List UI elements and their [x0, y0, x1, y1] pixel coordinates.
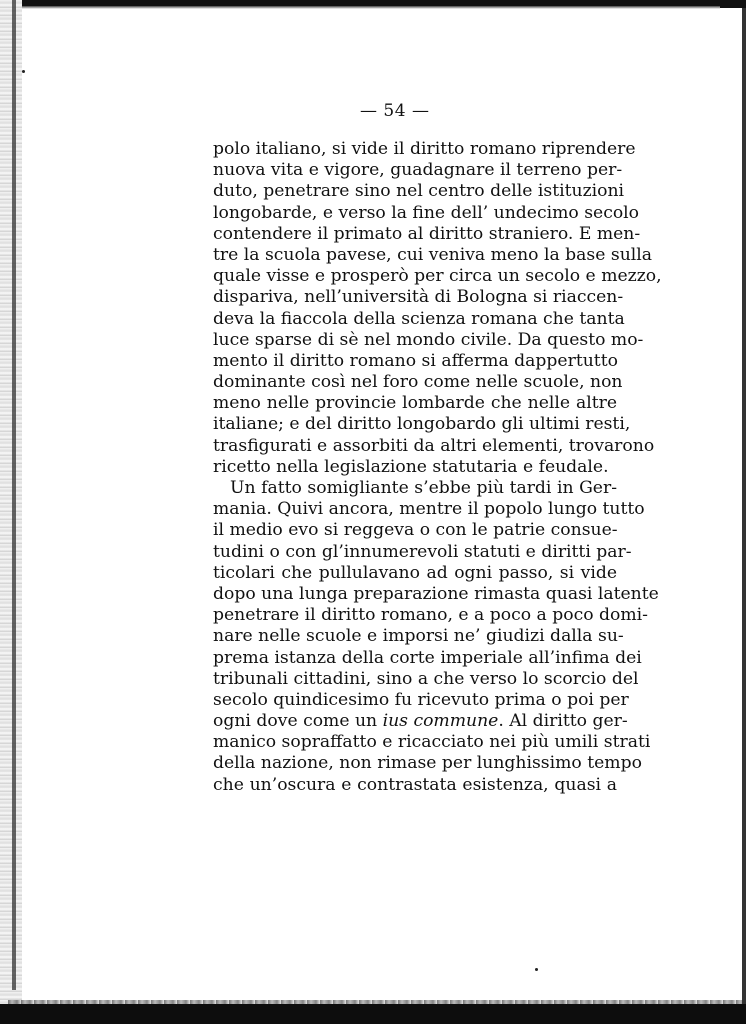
text-line: meno nelle provincie lombarde che nelle altre	[213, 393, 617, 414]
scan-left-edge	[0, 0, 22, 1024]
text-line: quale visse e prosperò per circa un secolo e mezzo,	[213, 266, 662, 287]
text-line: nuova vita e vigore, guadagnare il terreno per-	[213, 160, 623, 181]
text-line: longobarde, e verso la fine dell’ undecimo secolo	[213, 202, 640, 223]
text-line: il medio evo si reggeva o con le patrie consue-	[213, 520, 618, 541]
text-line: ricetto nella legislazione statutaria e feudale.	[213, 456, 609, 477]
scan-top-shadow	[20, 6, 720, 9]
text-line: dominante così nel foro come nelle scuole, non	[213, 372, 623, 393]
text-line: deva la fiaccola della scienza romana che tanta	[213, 308, 625, 329]
text-line: dispariva, nell’università di Bologna si riaccen-	[213, 287, 624, 308]
text-line: secolo quindicesimo fu ricevuto prima o poi per	[213, 689, 629, 710]
text-line: ticolari che pullulavano ad ogni passo, si vide	[213, 562, 617, 583]
paragraph-1	[213, 139, 662, 478]
text-line: penetrare il diritto romano, e a poco a poco domi-	[213, 605, 648, 626]
text-line: luce sparse di sè nel mondo civile. Da questo mo-	[213, 329, 644, 350]
text-line: mento il diritto romano si afferma dappertutto	[213, 350, 618, 371]
text-line: tre la scuola pavese, cui veniva meno la base sulla	[213, 244, 653, 265]
text-line: italiane; e del diritto longobardo gli ultimi resti,	[213, 414, 631, 435]
text-line: trasfigurati e assorbiti da altri elementi, trovarono	[213, 435, 655, 456]
scan-right-edge	[742, 8, 746, 1008]
text-line: prema istanza della corte imperiale all’infima dei	[213, 647, 642, 668]
text-line: tudini o con gl’innumerevoli statuti e diritti par-	[213, 541, 632, 562]
latin-term: ius commune	[382, 711, 499, 732]
text-span: ogni dove come un	[213, 711, 383, 732]
scan-speck	[535, 968, 538, 971]
text-line: polo italiano, si vide il diritto romano riprendere	[213, 139, 636, 159]
text-line: mania. Quivi ancora, mentre il popolo lungo tutto	[213, 499, 645, 520]
text-line: duto, penetrare sino nel centro delle istituzioni	[213, 181, 625, 202]
text-line: nare nelle scuole e imporsi ne’ giudizi dalla su-	[213, 626, 624, 647]
scan-speck	[22, 70, 25, 73]
scan-binding-line	[12, 0, 16, 990]
text-line: dopo una lunga preparazione rimasta quasi latente	[213, 583, 659, 604]
text-line-with-italic	[213, 711, 628, 732]
text-span: . Al diritto ger-	[498, 711, 628, 732]
text-line: contendere il primato al diritto straniero. E men-	[213, 223, 641, 244]
text-line: manico sopraffatto e ricacciato nei più umili strati	[213, 732, 651, 753]
text-line: della nazione, non rimase per lunghissimo tempo	[213, 753, 642, 774]
text-line: tribunali cittadini, sino a che verso lo scorcio del	[213, 668, 639, 689]
text-line: che un’oscura e contrastata esistenza, quasi a	[213, 774, 617, 795]
body-text	[213, 139, 662, 796]
scan-bottom-border	[0, 1004, 746, 1024]
page-number: — 54 —	[360, 101, 430, 121]
text-line: Un fatto somigliante s’ebbe più tardi in Ger-	[230, 478, 617, 498]
paragraph-2	[213, 478, 659, 796]
